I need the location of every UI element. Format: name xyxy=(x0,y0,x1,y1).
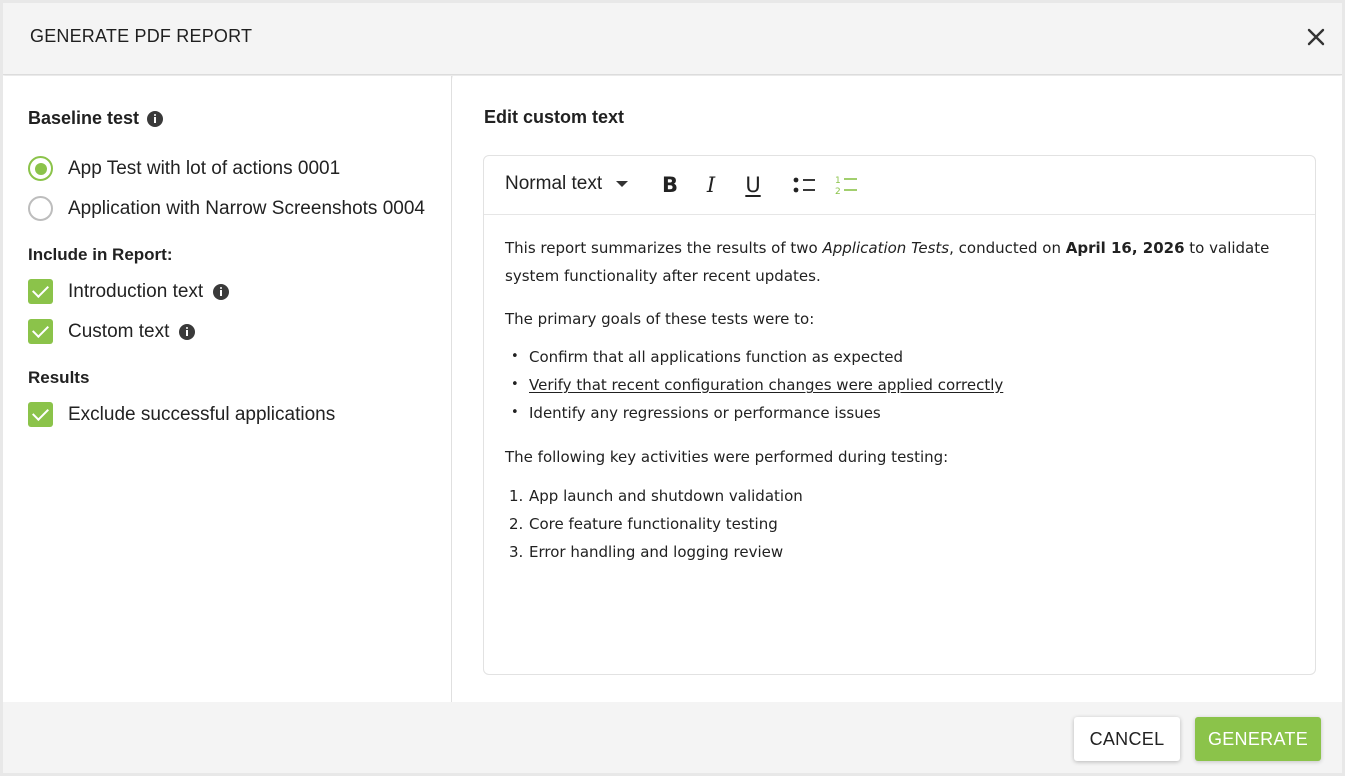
intro-text-part: , conducted on xyxy=(949,239,1066,257)
activities-numbered-list xyxy=(505,482,1295,566)
intro-bold-date: April 16, 2026 xyxy=(1065,239,1185,257)
dialog-header xyxy=(3,3,1342,75)
list-number: 3. xyxy=(509,543,524,561)
numbered-text: Core feature functionality testing xyxy=(529,515,778,533)
bullet-text: Identify any regressions or performance issues xyxy=(529,404,881,422)
include-item-label: Custom text xyxy=(68,320,170,342)
include-in-report-heading xyxy=(28,245,173,265)
baseline-option-narrow-screenshots[interactable] xyxy=(28,196,425,221)
activities-paragraph: The following key activities were performed during testing: xyxy=(505,448,949,466)
exclude-successful-applications[interactable] xyxy=(28,402,335,427)
baseline-test-title: Baseline test xyxy=(28,108,140,128)
italic-button[interactable]: I xyxy=(706,173,716,197)
text-format-value: Normal text xyxy=(505,173,603,194)
bullet-list-item xyxy=(505,371,1295,399)
editor-content[interactable] xyxy=(505,234,1295,566)
results-item-label: Exclude successful applications xyxy=(68,403,336,425)
numbered-text: Error handling and logging review xyxy=(529,543,784,561)
text-format-dropdown[interactable] xyxy=(505,173,628,195)
numbered-list-item xyxy=(505,510,1295,538)
list-number: 1. xyxy=(509,487,524,505)
generate-button[interactable]: GENERATE xyxy=(1195,717,1321,761)
bullet-text: Confirm that all applications function as expected xyxy=(529,348,904,366)
radio-selected-icon[interactable] xyxy=(28,156,53,181)
bullet-list-item xyxy=(505,399,1295,427)
checkbox-checked-icon[interactable] xyxy=(28,279,53,304)
baseline-test-heading xyxy=(28,108,163,129)
cancel-button[interactable]: CANCEL xyxy=(1074,717,1180,761)
bulleted-list-icon[interactable] xyxy=(792,171,818,199)
close-icon[interactable] xyxy=(1304,25,1328,49)
edit-custom-text-heading xyxy=(484,107,624,128)
bullet-text-underlined: Verify that recent configuration changes were applied correctly xyxy=(529,376,1004,394)
custom-text-panel xyxy=(453,76,1342,702)
generate-pdf-report-dialog xyxy=(3,3,1342,773)
baseline-info-icon[interactable] xyxy=(147,111,163,127)
intro-italic-text: Application Tests xyxy=(822,239,950,257)
goals-bullet-list xyxy=(505,343,1295,427)
list-number: 2. xyxy=(509,515,524,533)
include-item-label: Introduction text xyxy=(68,280,204,302)
numbered-list-item xyxy=(505,482,1295,510)
caret-down-icon xyxy=(616,181,628,187)
dialog-footer xyxy=(3,702,1342,773)
baseline-option-label: Application with Narrow Screenshots 0004 xyxy=(68,197,425,219)
baseline-option-label: App Test with lot of actions 0001 xyxy=(68,157,341,179)
include-custom-text[interactable] xyxy=(28,319,195,344)
editor-toolbar xyxy=(484,156,1315,215)
goals-paragraph: The primary goals of these tests were to: xyxy=(505,310,815,328)
baseline-option-app-test[interactable] xyxy=(28,156,340,181)
include-in-report-title: Include in Report: xyxy=(28,245,173,264)
custom-text-info-icon[interactable] xyxy=(179,324,195,340)
checkbox-checked-icon[interactable] xyxy=(28,402,53,427)
include-introduction-text[interactable] xyxy=(28,279,229,304)
bold-button[interactable]: B xyxy=(661,173,678,197)
numbered-text: App launch and shutdown validation xyxy=(529,487,803,505)
intro-paragraph xyxy=(505,234,1295,290)
radio-unselected-icon[interactable] xyxy=(28,196,53,221)
intro-text-part: This report summarizes the results of two xyxy=(505,239,823,257)
numbered-list-item xyxy=(505,538,1295,566)
dialog-title: GENERATE PDF REPORT xyxy=(30,26,253,46)
svg-text:2: 2 xyxy=(835,187,841,196)
rich-text-editor xyxy=(483,155,1316,675)
edit-custom-text-title: Edit custom text xyxy=(484,107,625,127)
options-panel xyxy=(3,76,452,702)
underline-button[interactable]: U xyxy=(745,173,761,197)
bullet-list-item xyxy=(505,343,1295,371)
results-title: Results xyxy=(28,368,90,387)
results-heading xyxy=(28,368,89,388)
svg-text:1: 1 xyxy=(835,176,841,186)
numbered-list-icon[interactable] xyxy=(834,171,860,199)
checkbox-checked-icon[interactable] xyxy=(28,319,53,344)
intro-text-part: to validate system functionality after recent updates. xyxy=(505,239,1270,285)
introduction-info-icon[interactable] xyxy=(213,284,229,300)
